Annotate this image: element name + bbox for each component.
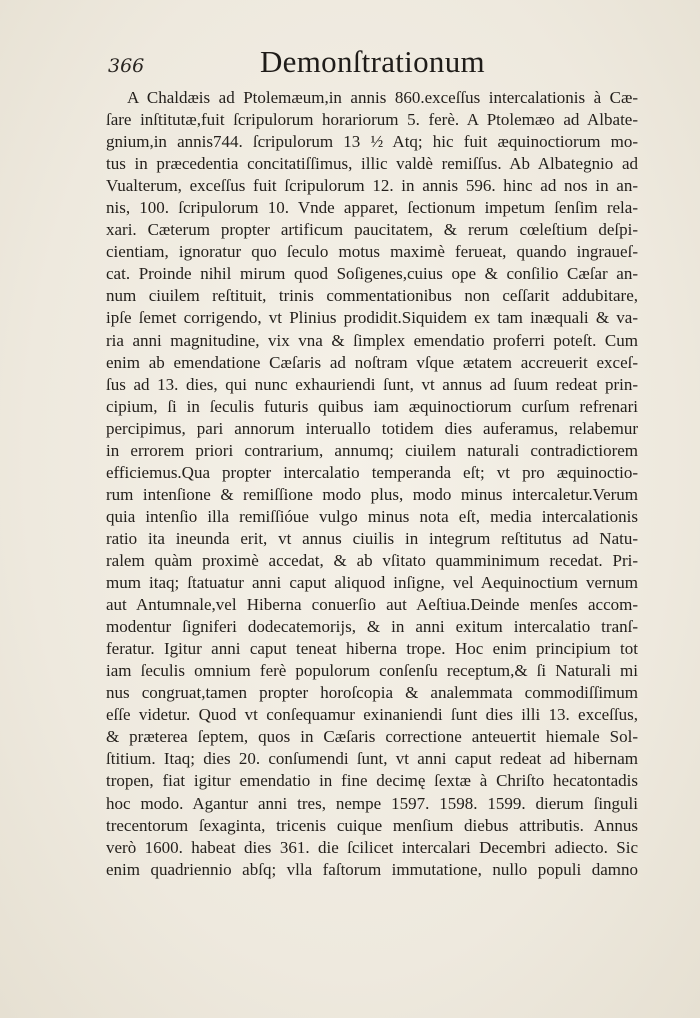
text-line: tus in præcedentia concitatiſſimus, illic valdè remiſſus. Ab Albategnio ad [106,154,638,174]
text-line: cipium, ſi in ſeculis futuris quibus iam æquinoctiorum curſum refrenari [106,396,638,416]
text-line: percipimus, pari annorum interuallo totidem dies auferamus, relabemur [106,418,638,438]
text-line: gnium,in annis744. ſcripulorum 13 ½ Atq; hic fuit æquinoctiorum mo- [106,132,638,152]
text-line: ſare inſtitutæ,fuit ſcripulorum horariorum 5. ferè. A Ptolemæo ad Albate- [106,110,638,130]
body-text [106,87,638,881]
text-line: eſſe videtur. Quod vt conſequamur exinaniendi ſunt dies illi 13. exceſſus, [106,705,638,725]
text-line: ria anni magnitudine, vix vna & ſimplex emendatio proferri poteſt. Cum [106,330,638,350]
text-line: enim quadriennio abſq; vlla faſtorum immutatione, nullo populi damno [106,859,638,879]
text-line: & præterea ſeptem, quos in Cæſaris correctione anteuertit hiemale Sol- [106,727,638,747]
text-line: iam ſeculis omnium ferè populorum conſenſu receptum,& ſi Naturali mi [106,661,638,681]
text-line: trecentorum ſexaginta, tricenis cuique menſium diebus attributis. Annus [106,815,638,835]
text-line: aut Antumnale,vel Hiberna conuerſio aut Aeſtiua.Deinde menſes accom- [106,595,638,615]
text-line: in errorem priori contrarium, annumq; ciuilem naturali contradictiorem [106,440,638,460]
text-line: ipſe ſemet corrigendo, vt Plinius prodidit.Siquidem ex tam inæquali & va- [106,308,638,328]
text-line: feratur. Igitur anni caput teneat hiberna trope. Hoc enim principium tot [106,639,638,659]
text-line: modentur ſigniferi dodecatemorijs, & in anni exitum intercalatio tranſ- [106,617,638,637]
text-line: ratio ita ineunda erit, vt annus ciuilis in integrum reſtitutus ad Natu- [106,528,638,548]
text-line: A Chaldæis ad Ptolemæum,in annis 860.exceſſus intercalationis à Cæ- [127,88,638,107]
text-line: ſus ad 13. dies, qui nunc exhauriendi ſunt, vt annus ad ſuum redeat prin- [106,374,638,394]
text-line: verò 1600. habeat dies 361. die ſcilicet intercalari Decembri adiecto. Sic [106,837,638,857]
text-line: cat. Proinde nihil mirum quod Soſigenes,cuius ope & conſilio Cæſar an- [106,264,638,284]
text-line: quia intenſio illa remiſſióue vulgo minus nota eſt, media intercalationis [106,506,638,526]
running-head: Demonſtrationum [260,44,485,79]
text-line: ralem quàm proximè accedat, & ab vſitato quamminimum recedat. Pri- [106,550,638,570]
text-line: nis, 100. ſcripulorum 10. Vnde apparet, ſectionum impetum ſenſim rela- [106,198,638,218]
text-line: xari. Cæterum propter artificum paucitatem, & rerum cœleſtium deſpi- [106,220,638,240]
text-line: ſtitium. Itaq; dies 20. conſumendi ſunt, vt anni caput redeat ad hibernam [106,749,638,769]
text-line: Vualterum, exceſſus fuit ſcripulorum 12. in annis 596. hinc ad nos in an- [106,176,638,196]
text-line: cientiam, ignoratur quo ſeculo motus maximè ferueat, quando ingraueſ- [106,242,638,262]
text-line: hoc modo. Agantur anni tres, nempe 1597. 1598. 1599. dierum ſinguli [106,793,638,813]
show-through-mark [180,890,240,906]
text-line: num ciuilem reſtituit, trinis commentationibus non ceſſarit addubitare, [106,286,638,306]
page-number: 366 [108,55,145,77]
text-line: tropen, fiat igitur emendatio in fine decimę ſextæ à Chriſto hecatontadis [106,771,638,791]
text-line: nus congruat,tamen propter horoſcopia & analemmata commodiſſimum [106,683,638,703]
text-line: rum intenſione & remiſſione modo plus, modo minus intercaletur.Verum [106,484,638,504]
page-header [100,44,660,84]
text-line: mum itaq; ſtatuatur anni caput aliquod inſigne, vel Aequinoctium vernum [106,573,638,593]
text-line: efficiemus.Qua propter intercalatio temperanda eſt; vt pro æquinoctio- [106,462,638,482]
text-line: enim ab emendatione Cæſaris ad noſtram vſque ætatem accreuerit exceſ- [106,352,638,372]
